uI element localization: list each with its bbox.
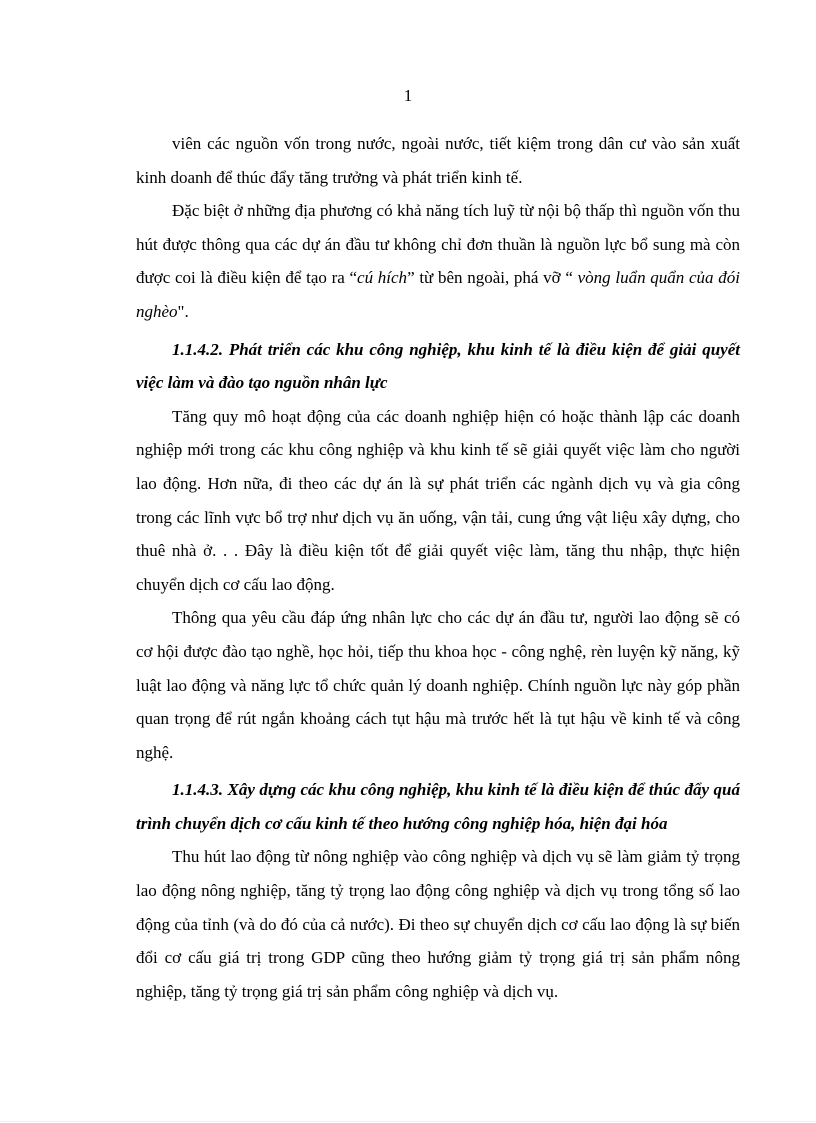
paragraph-4: Thông qua yêu cầu đáp ứng nhân lực cho các dự án đầu tư, người lao động sẽ có cơ hội được đào tạo nghề, học hỏi, tiếp thu khoa học - công nghệ, rèn luyện kỹ năng, kỹ luật lao động và năng lực tổ chức quản lý doanh nghiệp. Chính nguồn lực này góp phần quan trọng để rút ngắn khoảng cách tụt hậu mà trước hết là tụt hậu về kinh tế và công nghệ. bbox=[136, 608, 740, 762]
section-heading-1-1-4-2: 1.1.4.2. Phát triển các khu công nghiệp, khu kinh tế là điều kiện để giải quyết việc làm và đào tạo nguồn nhân lực bbox=[136, 339, 740, 393]
emphasis-cu-hich: cú hích bbox=[357, 268, 408, 288]
document-body bbox=[136, 127, 740, 1008]
paragraph-2-text-c: ". bbox=[177, 301, 189, 321]
paragraph-2 bbox=[136, 194, 740, 328]
section-heading-1-1-4-3: 1.1.4.3. Xây dựng các khu công nghiệp, khu kinh tế là điều kiện để thúc đẩy quá trình chuyển dịch cơ cấu kinh tế theo hướng công nghiệp hóa, hiện đại hóa bbox=[136, 780, 740, 833]
paragraph-1: viên các nguồn vốn trong nước, ngoài nước, tiết kiệm trong dân cư vào sản xuất kinh doanh để thúc đẩy tăng trưởng và phát triển kinh tế. bbox=[136, 134, 740, 187]
page-bottom-edge bbox=[0, 1121, 816, 1122]
paragraph-2-text-a: Đặc biệt ở những địa phương có khả năng tích luỹ từ nội bộ thấp thì nguồn vốn thu hút được thông qua các dự án đầu tư không chỉ đơn thuần là nguồn lực bổ sung mà còn được coi là điều kiện để tạo ra “ bbox=[136, 201, 740, 288]
emphasis-vong-luan-quan: vòng luẩn quẩn của đói nghèo bbox=[136, 268, 740, 321]
paragraph-2-text-b: ” từ bên ngoài, phá vỡ “ bbox=[407, 268, 578, 288]
paragraph-3: Tăng quy mô hoạt động của các doanh nghiệp hiện có hoặc thành lập các doanh nghiệp mới trong các khu công nghiệp và khu kinh tế sẽ giải quyết việc làm cho người lao động. Hơn nữa, đi theo các dự án là sự phát triển các ngành dịch vụ và gia công trong các lĩnh vực bổ trợ như dịch vụ ăn uống, vận tải, cung ứng vật liệu xây dựng, cho thuê nhà ở. . . Đây là điều kiện tốt để giải quyết việc làm, tăng thu nhập, thực hiện chuyển dịch cơ cấu lao động. bbox=[136, 406, 740, 594]
page-number: 1 bbox=[403, 86, 413, 105]
paragraph-5: Thu hút lao động từ nông nghiệp vào công nghiệp và dịch vụ sẽ làm giảm tỷ trọng lao động nông nghiệp, tăng tỷ trọng lao động công nghiệp và dịch vụ trong tổng số lao động của tỉnh (và do đó của cả nước). Đi theo sự chuyển dịch cơ cấu lao động là sự biến đổi cơ cấu giá trị trong GDP cũng theo hướng giảm tỷ trọng giá trị sản phẩm nông nghiệp, tăng tỷ trọng giá trị sản phẩm công nghiệp và dịch vụ. bbox=[136, 847, 740, 1001]
